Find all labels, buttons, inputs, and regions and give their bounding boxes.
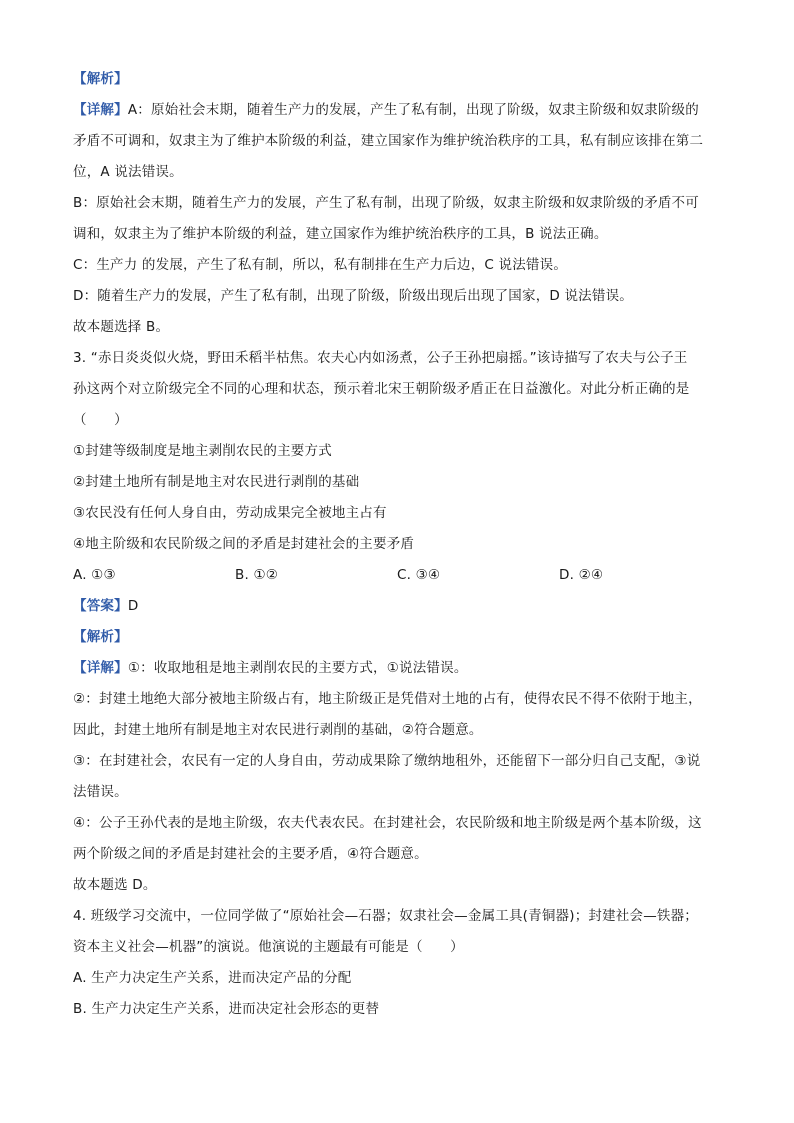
- analysis-heading: [73, 64, 723, 95]
- explanation-text: ①：收取地租是地主剥削农民的主要方式，①说法错误。: [127, 660, 468, 676]
- explanation-line: 法错误。: [73, 784, 128, 800]
- option-d: D. ②④: [559, 567, 604, 583]
- statement-item: ②封建土地所有制是地主对农民进行剥削的基础: [73, 474, 360, 490]
- question-stem: （ ）: [73, 412, 128, 428]
- explanation-line: [73, 653, 723, 684]
- explanation-line: C：生产力 的发展，产生了私有制，所以，私有制排在生产力后边，C 说法错误。: [73, 257, 568, 273]
- document-page: [73, 64, 723, 1025]
- answer-line: [73, 591, 723, 622]
- statement-item: ①封建等级制度是地主剥削农民的主要方式: [73, 443, 332, 459]
- explanation-line: 两个阶级之间的矛盾是封建社会的主要矛盾，④符合题意。: [73, 846, 428, 862]
- question-stem: 3. “赤日炎炎似火烧，野田禾稻半枯焦。农夫心内如汤煮，公子王孙把扇摇。”该诗描写了农夫与公子王: [73, 350, 688, 366]
- answer-value: D: [127, 598, 139, 614]
- analysis-heading: [73, 622, 723, 653]
- explanation-line: 因此，封建土地所有制是地主对农民进行剥削的基础，②符合题意。: [73, 722, 483, 738]
- conclusion-line: 故本题选 D。: [73, 877, 157, 893]
- explanation-tag: 【详解】: [73, 102, 128, 118]
- statement-item: ③农民没有任何人身自由，劳动成果完全被地主占有: [73, 505, 387, 521]
- explanation-line: 调和，奴隶主为了维护本阶级的利益，建立国家作为维护统治秩序的工具，B 说法正确。: [73, 226, 608, 242]
- explanation-line: 矛盾不可调和，奴隶主为了维护本阶级的利益，建立国家作为维护统治秩序的工具，私有制应该排在第二: [73, 133, 704, 149]
- explanation-line: 位，A 说法错误。: [73, 164, 183, 180]
- explanation-line: ②：封建土地绝大部分被地主阶级占有，地主阶级正是凭借对土地的占有，使得农民不得不依附于地主，: [73, 691, 702, 707]
- analysis-tag: 【解析】: [73, 71, 128, 87]
- explanation-line: B：原始社会末期，随着生产力的发展，产生了私有制，出现了阶级，奴隶主阶级和奴隶阶级的矛盾不可: [73, 195, 699, 211]
- question-stem: 4. 班级学习交流中，一位同学做了“原始社会—石器；奴隶社会—金属工具(青铜器)；封建社会—铁器；: [73, 908, 698, 924]
- question-stem: 资本主义社会—机器”的演说。他演说的主题最有可能是（ ）: [73, 939, 464, 955]
- answer-options: [73, 560, 723, 591]
- explanation-tag: 【详解】: [73, 660, 128, 676]
- option-b: B. 生产力决定生产关系，进而决定社会形态的更替: [73, 1001, 380, 1017]
- option-a: A. ①③: [73, 567, 116, 583]
- explanation-line: ④：公子王孙代表的是地主阶级，农夫代表农民。在封建社会，农民阶级和地主阶级是两个基本阶级，这: [73, 815, 702, 831]
- analysis-tag: 【解析】: [73, 629, 128, 645]
- option-a: A. 生产力决定生产关系，进而决定产品的分配: [73, 970, 352, 986]
- option-b: B. ①②: [235, 567, 279, 583]
- conclusion-line: 故本题选择 B。: [73, 319, 170, 335]
- question-stem: 孙这两个对立阶级完全不同的心理和状态，预示着北宋王朝阶级矛盾正在日益激化。对此分析正确的是: [73, 381, 690, 397]
- answer-tag: 【答案】: [73, 598, 128, 614]
- explanation-line: D：随着生产力的发展，产生了私有制，出现了阶级，阶级出现后出现了国家，D 说法错误。: [73, 288, 633, 304]
- explanation-line: ③：在封建社会，农民有一定的人身自由，劳动成果除了缴纳地租外，还能留下一部分归自己支配，③说: [73, 753, 701, 769]
- statement-item: ④地主阶级和农民阶级之间的矛盾是封建社会的主要矛盾: [73, 536, 415, 552]
- explanation-line: [73, 95, 723, 126]
- option-c: C. ③④: [397, 567, 441, 583]
- explanation-text: A：原始社会末期，随着生产力的发展，产生了私有制，出现了阶级，奴隶主阶级和奴隶阶级的: [127, 102, 699, 118]
